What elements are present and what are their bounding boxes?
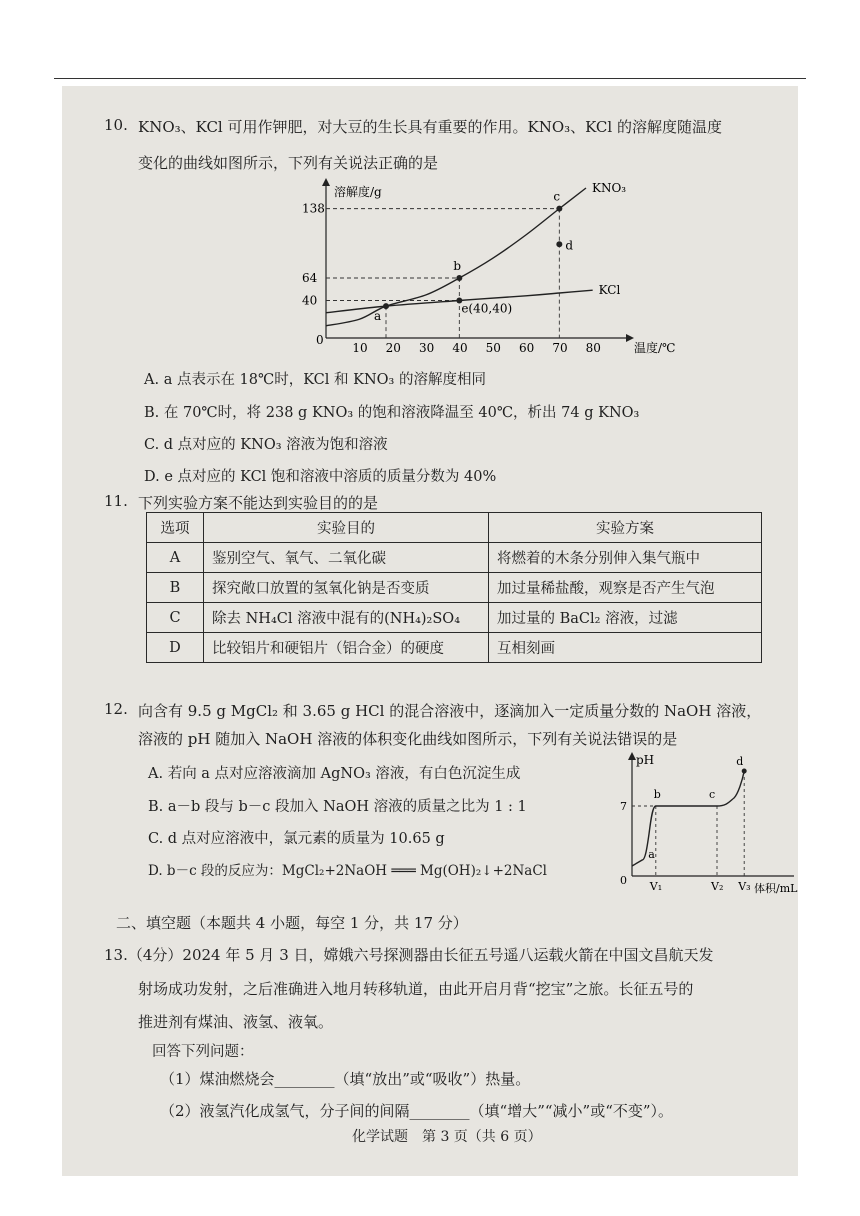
q12-number: 12. bbox=[104, 700, 128, 718]
ph-point-label-d: d bbox=[736, 755, 744, 768]
row-purpose: 鉴别空气、氧气、二氧化碳 bbox=[204, 543, 489, 573]
row-purpose: 比较铝片和硬铝片（铝合金）的硬度 bbox=[204, 633, 489, 663]
ph-xlabel: 体积/mL bbox=[754, 882, 798, 895]
row-plan: 加过量的 BaCl₂ 溶液，过滤 bbox=[489, 603, 762, 633]
q10-option-b: B. 在 70℃时，将 238 g KNO₃ 的饱和溶液降温至 40℃，析出 74 g KNO₃ bbox=[144, 405, 640, 421]
q13-line1: 13.（4分）2024 年 5 月 3 日，嫦娥六号探测器由长征五号遥八运载火箭在中国文昌航天发 bbox=[104, 946, 714, 964]
x-axis-arrow bbox=[626, 334, 634, 342]
q13-sub1: （1）煤油燃烧会________（填“放出”或“吸收”）热量。 bbox=[160, 1070, 531, 1088]
x-tick-label: 30 bbox=[419, 341, 435, 355]
experiment-table bbox=[146, 512, 762, 663]
section2-heading: 二、填空题（本题共 4 小题，每空 1 分，共 17 分） bbox=[116, 914, 468, 932]
solubility-xlabel: 温度/℃ bbox=[634, 341, 676, 355]
ph-x-tick-label: V₃ bbox=[738, 880, 751, 893]
row-purpose: 除去 NH₄Cl 溶液中混有的(NH₄)₂SO₄ bbox=[204, 603, 489, 633]
ph-ylabel: pH bbox=[636, 753, 655, 767]
q11-number: 11. bbox=[104, 492, 128, 510]
header-purpose: 实验目的 bbox=[204, 513, 489, 543]
ph-chart bbox=[612, 750, 808, 896]
x-tick-label: 10 bbox=[352, 341, 368, 355]
q10-stem-line2: 变化的曲线如图所示，下列有关说法正确的是 bbox=[138, 154, 439, 172]
x-tick-label: 70 bbox=[552, 341, 568, 355]
table-row bbox=[147, 603, 762, 633]
q13-line3: 推进剂有煤油、液氢、液氧。 bbox=[138, 1013, 334, 1031]
q10-number: 10. bbox=[104, 116, 128, 134]
q12-option-c: C. d 点对应溶液中，氯元素的质量为 10.65 g bbox=[148, 831, 445, 847]
row-option: A bbox=[147, 543, 204, 573]
ph-y-arrow bbox=[628, 752, 636, 760]
y-tick-label: 64 bbox=[302, 271, 318, 285]
x-tick-label: 20 bbox=[385, 341, 401, 355]
q10-option-d: D. e 点对应的 KCl 饱和溶液中溶质的质量分数为 40% bbox=[144, 469, 497, 485]
row-option: C bbox=[147, 603, 204, 633]
point-label-b: b bbox=[453, 259, 462, 273]
table-row bbox=[147, 633, 762, 663]
x-tick-label: 60 bbox=[519, 341, 535, 355]
header-plan: 实验方案 bbox=[489, 513, 762, 543]
q12-stem-line1: 向含有 9.5 g MgCl₂ 和 3.65 g HCl 的混合溶液中，逐滴加入一定质量分数的 NaOH 溶液， bbox=[138, 702, 762, 720]
ph-x-tick-label: V₂ bbox=[711, 880, 724, 893]
q12-stem-line2: 溶液的 pH 随加入 NaOH 溶液的体积变化曲线如图所示，下列有关说法错误的是 bbox=[138, 730, 678, 748]
row-purpose: 探究敞口放置的氢氧化钠是否变质 bbox=[204, 573, 489, 603]
ph-point-label-c: c bbox=[709, 788, 716, 801]
kno3-series-label: KNO₃ bbox=[592, 181, 627, 195]
point-label-a: a bbox=[374, 309, 382, 324]
row-plan: 将燃着的木条分别伸入集气瓶中 bbox=[489, 543, 762, 573]
header-option: 选项 bbox=[147, 513, 204, 543]
row-plan: 加过量稀盐酸，观察是否产生气泡 bbox=[489, 573, 762, 603]
q13-sub2: （2）液氢汽化成氢气，分子间的间隔________（填“增大”“减小”或“不变”）。 bbox=[160, 1102, 674, 1120]
q12-option-b: B. a－b 段与 b－c 段加入 NaOH 溶液的质量之比为 1 : 1 bbox=[148, 799, 527, 815]
point-label-d: d bbox=[565, 238, 574, 253]
q13-prompt: 回答下列问题： bbox=[152, 1044, 254, 1060]
point-d bbox=[556, 241, 562, 247]
table-header-row bbox=[147, 513, 762, 543]
kcl-series-label: KCl bbox=[598, 283, 621, 298]
row-option: D bbox=[147, 633, 204, 663]
solubility-chart bbox=[300, 178, 676, 358]
header-rule bbox=[54, 78, 806, 79]
point-b bbox=[456, 275, 462, 281]
q10-option-c: C. d 点对应的 KNO₃ 溶液为饱和溶液 bbox=[144, 437, 388, 453]
table-row bbox=[147, 543, 762, 573]
q12-option-d: D. b－c 段的反应为：MgCl₂+2NaOH ═══ Mg(OH)₂↓+2NaCl bbox=[148, 863, 547, 879]
x-tick-label: 80 bbox=[585, 341, 601, 355]
row-plan: 互相刻画 bbox=[489, 633, 762, 663]
solubility-ylabel: 溶解度/g bbox=[334, 185, 382, 199]
ph-point-d bbox=[742, 769, 747, 774]
ph-y-tick-label: 7 bbox=[620, 800, 627, 813]
x-tick-label: 50 bbox=[485, 341, 501, 355]
q10-stem-line1: KNO₃、KCl 可用作钾肥，对大豆的生长具有重要的作用。KNO₃、KCl 的溶解度随温度 bbox=[138, 118, 722, 136]
q11-stem: 下列实验方案不能达到实验目的的是 bbox=[138, 494, 379, 512]
x-tick-label: 40 bbox=[452, 341, 468, 355]
ph-point-label-b: b bbox=[653, 788, 661, 801]
q12-option-a: A. 若向 a 点对应溶液滴加 AgNO₃ 溶液，有白色沉淀生成 bbox=[148, 766, 521, 782]
q13-line2: 射场成功发射，之后准确进入地月转移轨道，由此开启月背“挖宝”之旅。长征五号的 bbox=[138, 980, 694, 998]
ph-point-label-a: a bbox=[648, 848, 655, 861]
ph-x-tick-label: V₁ bbox=[649, 880, 663, 893]
point-label-c: c bbox=[553, 189, 561, 204]
point-label-e: e(40,40) bbox=[461, 301, 513, 316]
point-a bbox=[383, 303, 389, 309]
y-axis-arrow bbox=[322, 178, 330, 186]
y-tick-label: 138 bbox=[302, 201, 325, 216]
solubility-origin: 0 bbox=[316, 333, 324, 347]
row-option: B bbox=[147, 573, 204, 603]
point-c bbox=[556, 206, 562, 212]
page-footer: 化学试题 第 3 页（共 6 页） bbox=[352, 1129, 542, 1145]
ph-origin: 0 bbox=[620, 874, 627, 887]
table-row bbox=[147, 573, 762, 603]
q10-option-a: A. a 点表示在 18℃时，KCl 和 KNO₃ 的溶解度相同 bbox=[144, 372, 486, 388]
y-tick-label: 40 bbox=[302, 293, 318, 308]
